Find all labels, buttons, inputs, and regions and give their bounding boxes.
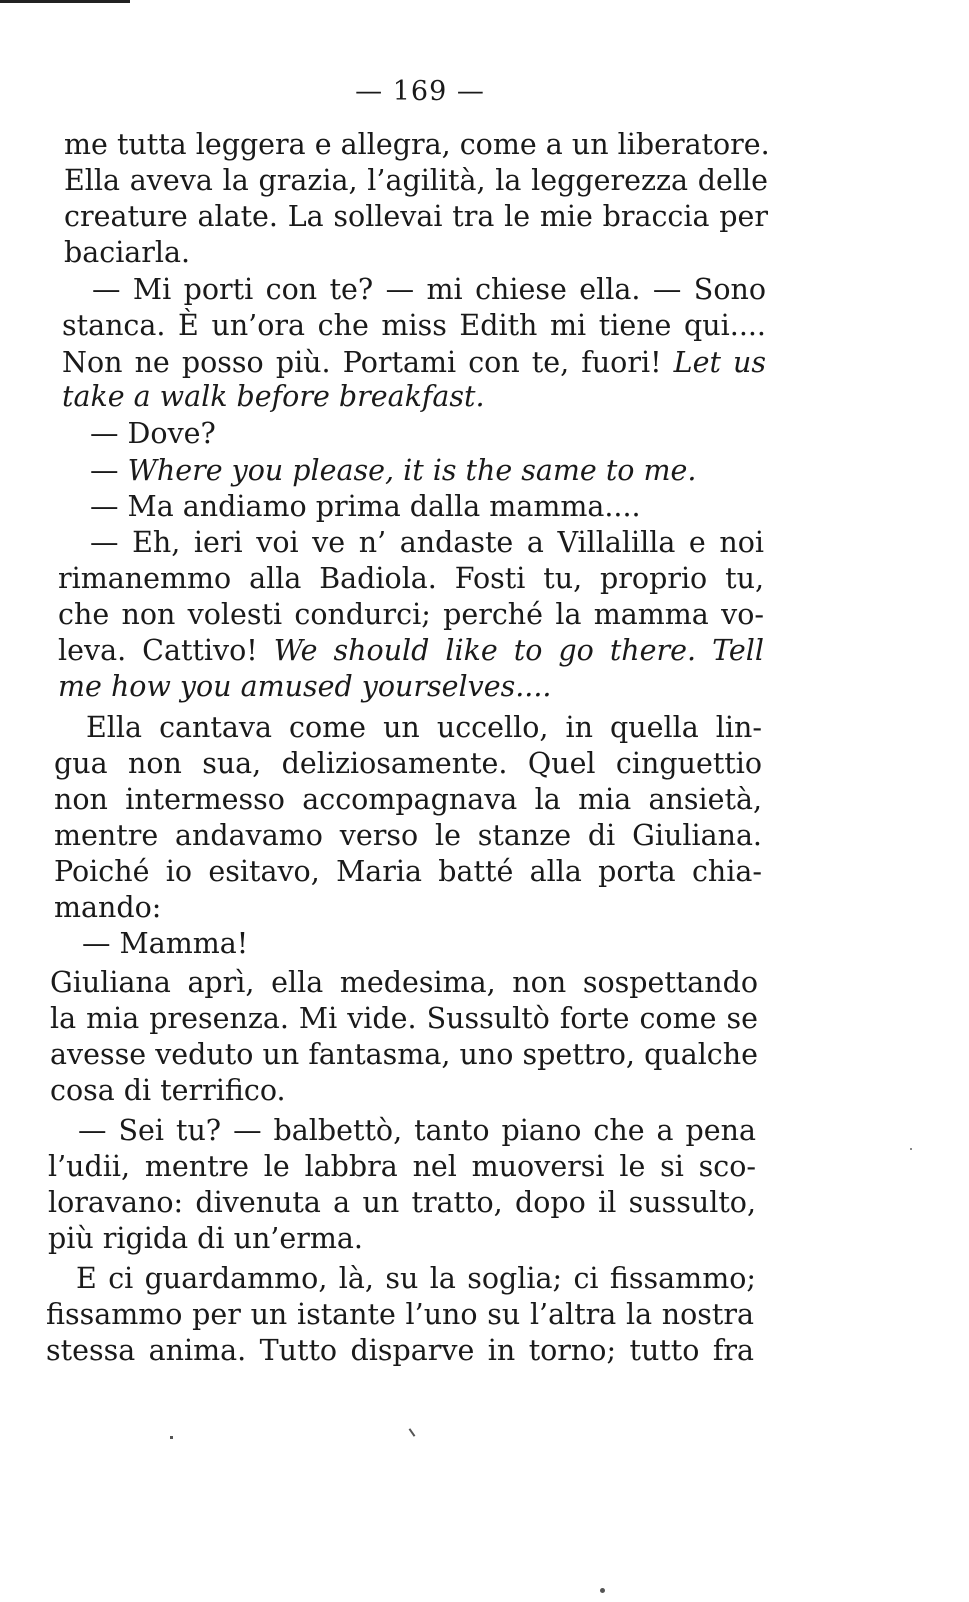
- scan-speck: [409, 1428, 416, 1437]
- text-line: Ella cantava come un uccello, in quella lin-: [86, 711, 762, 744]
- text-line: creature alate. La sollevai tra le mie braccia per: [64, 200, 768, 233]
- text-line: Poiché io esitavo, Maria batté alla porta chia-: [54, 855, 762, 888]
- scan-edge-mark: [0, 0, 130, 3]
- text-line: avesse veduto un fantasma, uno spettro, qualche: [50, 1038, 758, 1071]
- text-line: E ci guardammo, là, su la soglia; ci fissammo;: [76, 1262, 756, 1295]
- text-line: — Mi porti con te? — mi chiese ella. — Sono: [92, 273, 766, 306]
- text-line: la mia presenza. Mi vide. Sussultò forte come se: [50, 1002, 758, 1035]
- text-line: — Where you please, it is the same to me.: [90, 454, 697, 487]
- text-line: più rigida di un’erma.: [48, 1222, 363, 1255]
- text-line: — Ma andiamo prima dalla mamma....: [90, 490, 641, 523]
- scan-speck: [600, 1588, 605, 1593]
- text-line: baciarla.: [64, 236, 191, 269]
- text-line: non intermesso accompagnava la mia ansietà,: [54, 783, 762, 816]
- text-line: — Sei tu? — balbettò, tanto piano che a pena: [78, 1114, 756, 1147]
- text-line: cosa di terrifico.: [50, 1074, 286, 1107]
- text-line: leva. Cattivo! We should like to go there. Tell: [58, 634, 764, 667]
- text-line: stanca. È un’ora che miss Edith mi tiene qui....: [62, 309, 766, 342]
- text-line: loravano: divenuta a un tratto, dopo il sussulto,: [48, 1186, 756, 1219]
- text-line: mentre andavamo verso le stanze di Giuliana.: [54, 819, 762, 852]
- text-line: rimanemmo alla Badiola. Fosti tu, proprio tu,: [58, 562, 764, 595]
- page-number: — 169 —: [355, 76, 485, 107]
- text-line: me how you amused yourselves....: [58, 670, 552, 703]
- scan-speck: [170, 1436, 173, 1439]
- text-line: fissammo per un istante l’uno su l’altra la nostra: [46, 1298, 754, 1331]
- text-line: l’udii, mentre le labbra nel muoversi le si sco-: [48, 1150, 756, 1183]
- text-line: Ella aveva la grazia, l’agilità, la leggerezza delle: [64, 164, 768, 197]
- text-line: gua non sua, deliziosamente. Quel cinguettio: [54, 747, 762, 780]
- text-line: take a walk before breakfast.: [62, 380, 485, 413]
- text-line: — Dove?: [90, 417, 216, 450]
- text-line: me tutta leggera e allegra, come a un liberatore.: [64, 128, 770, 161]
- text-line: — Eh, ieri voi ve n’ andaste a Villalilla e noi: [90, 526, 764, 559]
- scan-speck: [910, 1148, 912, 1150]
- text-line: Giuliana aprì, ella medesima, non sospettando: [50, 966, 758, 999]
- text-line: Non ne posso più. Portami con te, fuori! Let us: [62, 346, 766, 379]
- text-line: — Mamma!: [82, 927, 249, 960]
- text-line: mando:: [54, 891, 162, 924]
- text-line: che non volesti condurci; perché la mamma vo-: [58, 598, 764, 631]
- text-line: stessa anima. Tutto disparve in torno; tutto fra: [46, 1334, 754, 1367]
